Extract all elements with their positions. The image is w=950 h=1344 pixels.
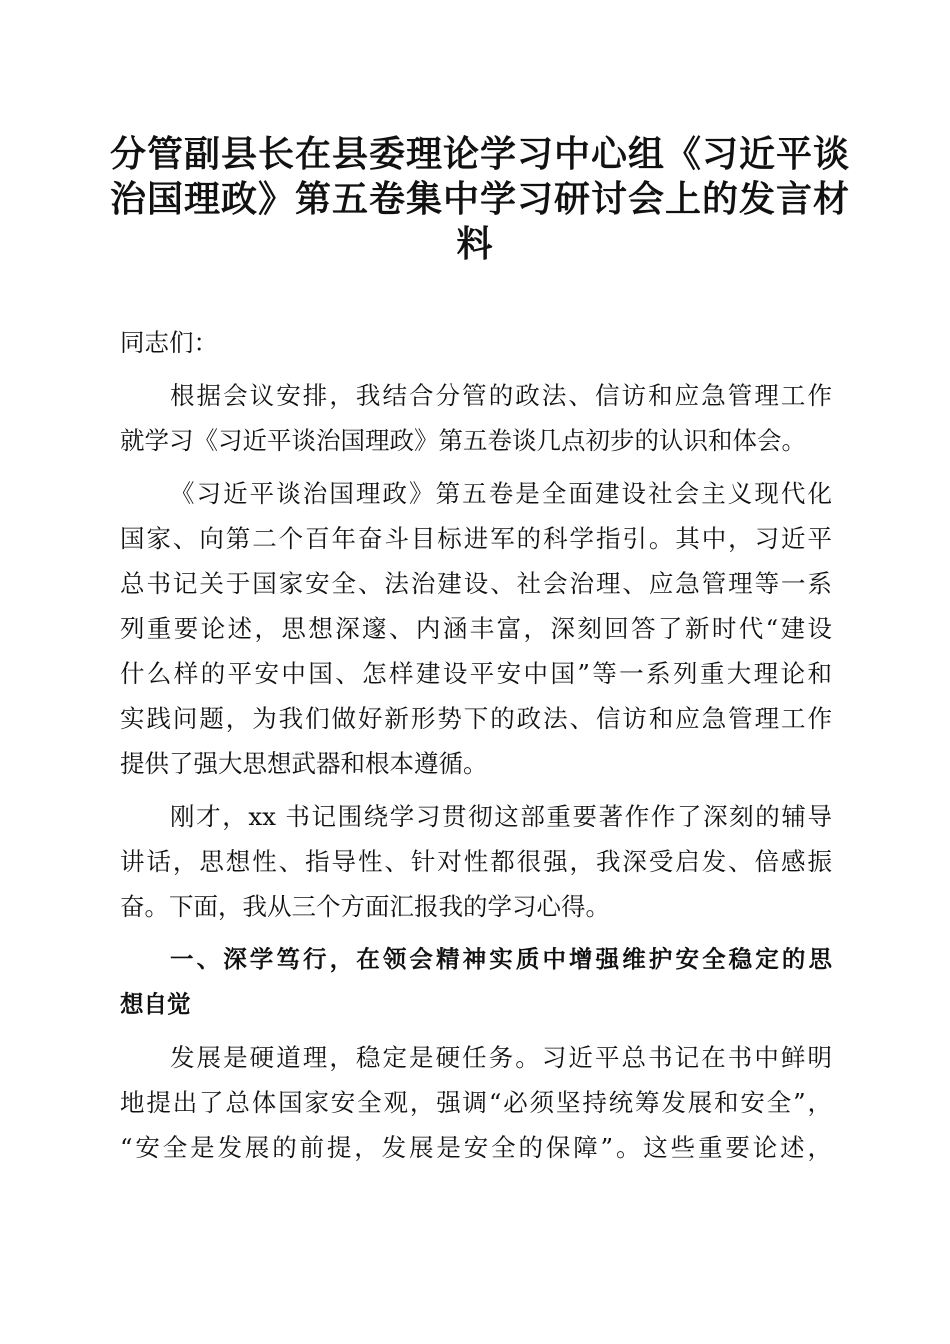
paragraph-line: 提供了强大思想武器和根本遵循。 xyxy=(120,749,488,778)
paragraph-line: 《习近平谈治国理政》第五卷是全面建设社会主义现代化 xyxy=(170,479,832,508)
heading-line: 想自觉 xyxy=(120,990,191,1018)
paragraph-line: 地提出了总体国家安全观，强调“必须坚持统筹发展和安全”， xyxy=(120,1088,832,1117)
paragraph-line: 国家、向第二个百年奋斗目标进军的科学指引。其中，习近平 xyxy=(120,524,832,553)
title-line: 治国理政》第五卷集中学习研讨会上的发言材 xyxy=(110,178,851,220)
title-line: 分管副县长在县委理论学习中心组《习近平谈 xyxy=(110,133,851,175)
paragraph xyxy=(120,794,832,929)
document-title xyxy=(110,132,851,267)
paragraph-line: 就学习《习近平谈治国理政》第五卷谈几点初步的认识和体会。 xyxy=(120,426,806,455)
section-heading xyxy=(120,937,832,1027)
paragraph-line: 奋。下面，我从三个方面汇报我的学习心得。 xyxy=(120,892,610,921)
paragraph-line: 列重要论述，思想深邃、内涵丰富，深刻回答了新时代“建设 xyxy=(120,614,832,643)
paragraph-line: 刚才，xx 书记围绕学习贯彻这部重要著作作了深刻的辅导 xyxy=(170,802,832,831)
heading-line: 一、深学笃行，在领会精神实质中增强维护安全稳定的思 xyxy=(170,945,832,973)
paragraph xyxy=(120,471,832,786)
salutation: 同志们： xyxy=(120,328,218,357)
paragraph-line: 发展是硬道理，稳定是硬任务。习近平总书记在书中鲜明 xyxy=(170,1043,832,1072)
document-body xyxy=(120,320,832,1178)
paragraph-line: “安全是发展的前提，发展是安全的保障”。这些重要论述， xyxy=(120,1133,832,1162)
paragraph-line: 讲话，思想性、指导性、针对性都很强，我深受启发、倍感振 xyxy=(120,847,832,876)
paragraph-line: 根据会议安排，我结合分管的政法、信访和应急管理工作 xyxy=(170,381,832,410)
paragraph-line: 总书记关于国家安全、法治建设、社会治理、应急管理等一系 xyxy=(120,569,832,598)
paragraph xyxy=(120,1035,832,1170)
title-line: 料 xyxy=(456,223,494,265)
paragraph-line: 实践问题，为我们做好新形势下的政法、信访和应急管理工作 xyxy=(120,704,832,733)
paragraph-line: 什么样的平安中国、怎样建设平安中国”等一系列重大理论和 xyxy=(120,659,832,688)
paragraph xyxy=(120,373,832,463)
